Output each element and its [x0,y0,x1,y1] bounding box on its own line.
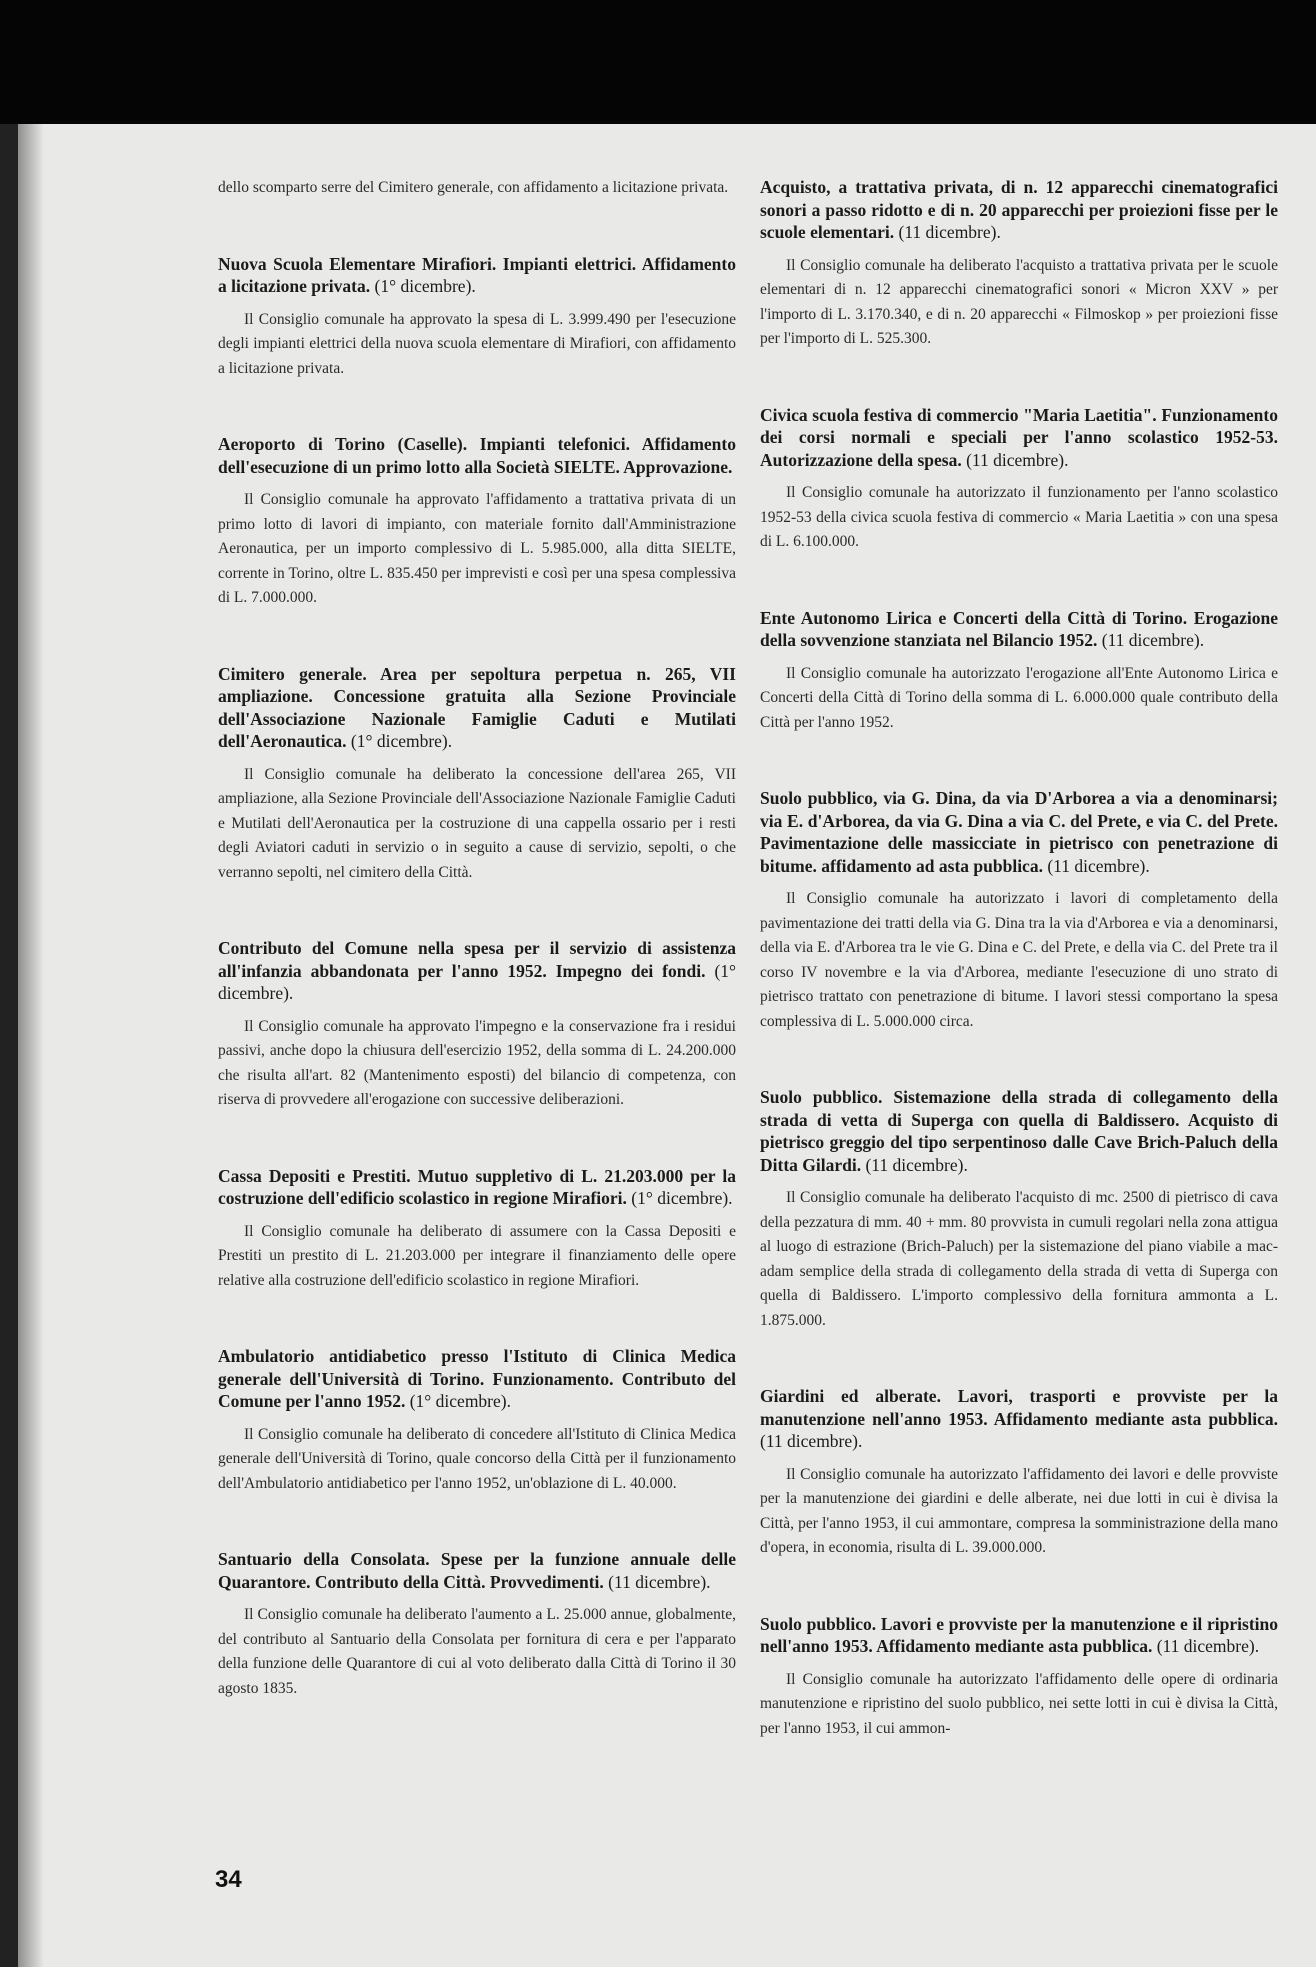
entry-date: (1° dicembre). [631,1188,733,1208]
entry-body: Il Consiglio comunale ha approvato l'affidamento a trattativa privata di un primo lotto di lavori di impianto, con materiale fornito dall'Amministrazione Aeronautica, per un importo complessivo di L. 5.985.000, alla ditta SIELTE, corrente in Torino, oltre L. 835.450 per imprevisti e così per una spesa complessiva di L. 7.000.000. [218,491,736,606]
entry-date: (11 dicembre). [1101,630,1205,650]
entry-cimitero [218,663,736,886]
entry-continued [218,176,736,201]
entry-body: Il Consiglio comunale ha deliberato la concessione dell'area 265, VII ampliazione, alla Sezione Provinciale dell'Associazione Nazionale Famiglie Caduti e Mutilati dell'Aeronautica per la costruzione di una cappella ossario per i resti degli Aviatori caduti in servizio o in seguito a cause di servizio, sepolti, o che verranno sepolti, nel cimitero della Città. [218,765,736,881]
entry-date: (1° dicembre). [374,276,476,296]
entry-heading: Aeroporto di Torino (Caselle). Impianti telefonici. Affidamento dell'esecuzione di un primo lotto alla Società SIELTE. Approvazione. [218,434,736,477]
entry-heading: Suolo pubblico. Lavori e provviste per la manutenzione e il ripristino nell'anno 1953. Affidamento mediante asta pubblica. (11 dicembre). [760,1613,1278,1656]
entry-heading: Civica scuola festiva di commercio "Maria Laetitia". Funzionamento dei corsi normali e speciali per l'anno scolastico 1952-53. Autorizzazione della spesa. (11 dicembre). [760,404,1278,470]
entry-ambulatorio [218,1345,736,1496]
left-column [218,176,736,1753]
entry-heading: Cimitero generale. Area per sepoltura perpetua n. 265, VII ampliazione. Concessione gratuita alla Sezione Provinciale dell'Associazione Nazionale Famiglie Caduti e Mutilati dell'Aeronautica. (1° dicembre). [218,663,736,751]
entry-body: Il Consiglio comunale ha deliberato l'acquisto a trattativa privata per le scuole elementari di n. 12 apparecchi cinematografici sonori « Micron XXV » per l'importo di L. 3.170.340, e di n. 20 apparecchi « Filmoskop » per proiezioni fisse per l'importo di L. 525.300. [760,256,1278,347]
entry-heading: Suolo pubblico, via G. Dina, da via D'Arborea a via a denominarsi; via E. d'Arborea, da via G. Dina a via C. del Prete, e via C. del Prete. Pavimentazione delle massicciate in pietrisco con penetrazione di bitume. affidamento ad asta pubblica. (11 dicembre). [760,788,1278,876]
entry-infanzia [218,937,736,1113]
entry-date: (11 dicembre). [865,1154,968,1175]
entry-heading: Ente Autonomo Lirica e Concerti della Città di Torino. Erogazione della sovvenzione stanziata nel Bilancio 1952. (11 dicembre). [760,607,1278,650]
entry-body: Il Consiglio comunale ha approvato l'impegno e la conservazione fra i residui passivi, anche dopo la chiusura dell'esercizio 1952, della somma di L. 24.200.000 che risulta all'art. 82 (Mantenimento esposti) del bilancio di competenza, con riserva di provvedere all'erogazione con successive deliberazioni. [218,1017,736,1108]
entry-consolata [218,1548,736,1701]
right-column [760,176,1278,1793]
entry-body: Il Consiglio comunale ha deliberato di assumere con la Cassa Depositi e Prestiti un prestito di L. 21.203.000 per integrare il finanziamento delle opere relative alla costruzione dell'edificio scolastico in regione Mirafiori. [218,1222,736,1289]
entry-date: (11 dicembre). [1047,855,1150,876]
entry-via-dina [760,787,1278,1034]
entry-date: (11 dicembre). [898,222,1001,242]
entry-superga [760,1086,1278,1333]
entry-date: (11 dicembre). [760,1431,863,1451]
entry-date: (11 dicembre). [1156,1636,1260,1656]
entry-heading: Ambulatorio antidiabetico presso l'Istituto di Clinica Medica generale dell'Università di Torino. Funzionamento. Contributo del Comune per l'anno 1952. (1° dicembre). [218,1346,736,1411]
entry-heading: Nuova Scuola Elementare Mirafiori. Impianti elettrici. Affidamento a licitazione privata. (1° dicembre). [218,253,736,296]
entry-manutenzione [760,1613,1278,1742]
entry-heading: Giardini ed alberate. Lavori, trasporti e provviste per la manutenzione nell'anno 1953. Affidamento mediante asta pubblica. (11 dicembre). [760,1386,1278,1451]
entry-date: (1° dicembre). [409,1391,511,1411]
entry-body: Il Consiglio comunale ha deliberato l'aumento a L. 25.000 annue, globalmente, del contributo al Santuario della Consolata per fornitura di cera e per l'apparato della funzione delle Quarantore di cui al voto deliberato dalla Città di Torino il 30 agosto 1835. [218,1606,736,1697]
entry-heading: Contributo del Comune nella spesa per il servizio di assistenza all'infanzia abbandonata per l'anno 1952. Impegno dei fondi. (1° dicembre). [218,938,737,1003]
entry-ente-lirica [760,607,1278,736]
entry-heading: Cassa Depositi e Prestiti. Mutuo suppletivo di L. 21.203.000 per la costruzione dell'edificio scolastico in regione Mirafiori. (1° dicembre). [218,1165,736,1208]
entry-body: Il Consiglio comunale ha autorizzato i lavori di completamento della pavimentazione dei tratti della via G. Dina tra la via d'Arborea e via a denominarsi, della via E. d'Arborea tra le vie G. Dina e C. del Prete, e della via C. del Prete tra il corso IV novembre e la via d'Arborea, mediante l'esecuzione di uno strato di pietrisco trattato con penetrazione di bitume. I lavori stessi comportano la spesa complessiva di L. 5.000.000 circa. [760,890,1278,1030]
entry-giardini [760,1385,1278,1561]
scan-binding-shadow [18,124,44,1967]
entry-date: (1° dicembre). [218,960,737,1003]
entry-date: (1° dicembre). [350,731,453,751]
entry-body: Il Consiglio comunale ha approvato la spesa di L. 3.999.490 per l'esecuzione degli impianti elettrici della nuova scuola elementare di Mirafiori, con affidamento a licitazione privata. [218,310,736,377]
entry-body: Il Consiglio comunale ha autorizzato il funzionamento per l'anno scolastico 1952-53 della civica scuola festiva di commercio « Maria Laetitia » con una spesa di L. 6.100.000. [760,484,1278,550]
entry-date: (11 dicembre). [966,449,1069,470]
entry-heading: Santuario della Consolata. Spese per la funzione annuale delle Quarantore. Contributo della Città. Provvedimenti. (11 dicembre). [218,1549,736,1592]
entry-apparecchi [760,176,1278,352]
entry-body: Il Consiglio comunale ha autorizzato l'erogazione all'Ente Autonomo Lirica e Concerti della Città di Torino della somma di L. 6.000.000 quale contributo della Città per l'anno 1952. [760,664,1278,731]
scan-left-border [0,124,18,1967]
entry-body: Il Consiglio comunale ha deliberato l'acquisto di mc. 2500 di pietrisco di cava della pezzatura di mm. 40 + mm. 80 provvista in cumuli regolari nella zona attigua al luogo di estrazione (Brich-Paluch) per la sistemazione del piano viabile a mac-adam semplice della strada di collegamento della strada di vetta di Superga con quella di Baldissero. L'importo complessivo della fornitura ammonta a L. 1.875.000. [760,1189,1278,1329]
entry-body: Il Consiglio comunale ha autorizzato l'affidamento delle opere di ordinaria manutenzione e ripristino del suolo pubblico, nei sette lotti in cui è divisa la Città, per l'anno 1953, il cui ammon- [760,1670,1278,1737]
entry-aeroporto [218,433,736,611]
entry-heading: Acquisto, a trattativa privata, di n. 12 apparecchi cinematografici sonori a passo ridotto e di n. 20 apparecchi per proiezioni fisse per le scuole elementari. (11 dicembre). [760,177,1278,242]
entry-body: Il Consiglio comunale ha autorizzato l'affidamento dei lavori e delle provviste per la manutenzione dei giardini e delle alberate, nei due lotti in cui è divisa la Città, per l'anno 1953, il cui ammontare, compresa la somministrazione della mano d'opera, in economia, risulta di L. 39.000.000. [760,1465,1278,1556]
entry-body: dello scomparto serre del Cimitero generale, con affidamento a licitazione privata. [218,179,729,196]
entry-heading: Suolo pubblico. Sistemazione della strada di collegamento della strada di vetta di Superga con quella di Baldissero. Acquisto di pietrisco greggio del tipo serpentinoso dalle Cave Brich-Paluch della Ditta Gilardi. (11 dicembre). [760,1087,1278,1175]
entry-cassa-depositi [218,1165,736,1294]
entry-date: (11 dicembre). [608,1571,711,1592]
entry-maria-laetitia [760,404,1278,555]
entry-scuola-mirafiori [218,253,736,382]
scan-top-border [0,0,1316,124]
entry-body: Il Consiglio comunale ha deliberato di concedere all'Istituto di Clinica Medica generale dell'Università di Torino, quale concorso della Città per il funzionamento dell'Ambulatorio antidiabetico per l'anno 1952, un'oblazione di L. 40.000. [218,1425,736,1492]
page-number: 34 [215,1866,242,1893]
